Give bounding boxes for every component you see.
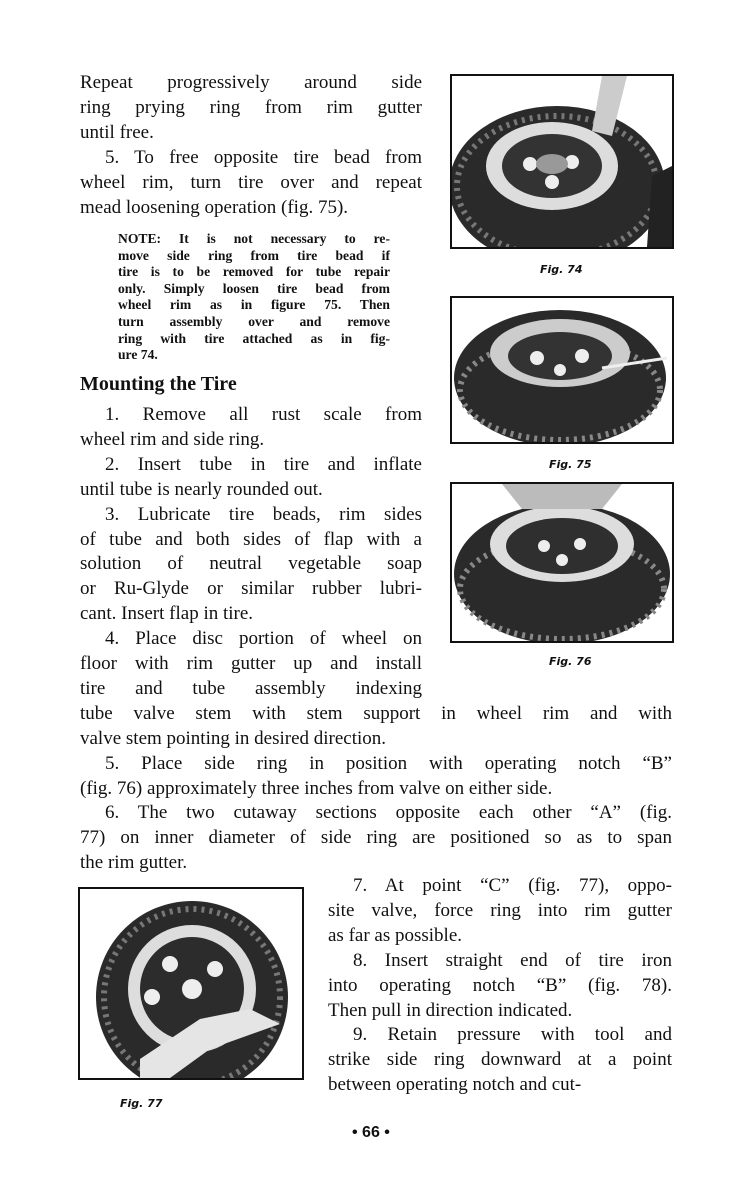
figure-76-photo xyxy=(450,482,674,643)
text-line: strike side ring downward at a point xyxy=(328,1049,672,1071)
figure-75-caption: Fig. 75 xyxy=(549,458,592,471)
text-line: solution of neutral vegetable soap xyxy=(80,553,422,575)
figure-74-caption: Fig. 74 xyxy=(540,263,583,276)
figure-77-photo xyxy=(78,887,304,1080)
text-line: of tube and both sides of flap with a xyxy=(80,528,422,550)
note-line: ure 74. xyxy=(118,347,158,363)
text-line: (fig. 76) approximately three inches from valve on either side. xyxy=(80,777,553,799)
note-line: ring with tire attached as in fig- xyxy=(118,330,390,346)
note-line: move side ring from tire bead if xyxy=(118,247,390,263)
text-line: until free. xyxy=(80,121,154,143)
note-line: wheel rim as in figure 75. Then xyxy=(118,297,390,313)
text-line: 77) on inner diameter of side ring are positioned so as to span xyxy=(80,827,672,849)
note-line: turn assembly over and remove xyxy=(118,314,390,329)
text-line: 6. The two cutaway sections opposite each other “A” (fig. xyxy=(105,802,672,824)
note-line: tire is to be removed for tube repair xyxy=(118,264,390,280)
text-line: into operating notch “B” (fig. 78). xyxy=(328,974,672,996)
figure-75-photo xyxy=(450,296,674,444)
text-line: 7. At point “C” (fig. 77), oppo- xyxy=(353,875,672,896)
text-line: tire and tube assembly indexing xyxy=(80,677,422,699)
text-line: cant. Insert flap in tire. xyxy=(80,603,254,625)
text-line: between operating notch and cut- xyxy=(328,1074,582,1096)
text-line: mead loosening operation (fig. 75). xyxy=(80,196,349,218)
tire-illustration xyxy=(452,76,672,247)
text-line: wheel rim and side ring. xyxy=(80,428,265,450)
text-line: Repeat progressively around side xyxy=(80,72,422,93)
note-line: only. Simply loosen tire bead from xyxy=(118,280,390,296)
tire-illustration xyxy=(452,484,672,641)
text-line: 8. Insert straight end of tire iron xyxy=(353,949,672,971)
figure-74-photo xyxy=(450,74,674,249)
page-number: • 66 • xyxy=(352,1124,390,1141)
figure-76-caption: Fig. 76 xyxy=(549,655,592,668)
text-line: as far as possible. xyxy=(328,924,463,946)
text-line: valve stem pointing in desired direction. xyxy=(80,727,387,749)
text-line: 9. Retain pressure with tool and xyxy=(353,1024,672,1046)
figure-77-caption: Fig. 77 xyxy=(120,1097,163,1110)
tire-illustration xyxy=(80,889,302,1078)
text-line: wheel rim, turn tire over and repeat xyxy=(80,171,422,193)
text-line: until tube is nearly rounded out. xyxy=(80,478,323,500)
text-line: 4. Place disc portion of wheel on xyxy=(105,628,422,650)
text-line: site valve, force ring into rim gutter xyxy=(328,899,672,921)
text-line: 5. Place side ring in position with operating notch “B” xyxy=(105,752,672,774)
text-line: tube valve stem with stem support in wheel rim and with xyxy=(80,702,672,724)
text-line: 2. Insert tube in tire and inflate xyxy=(105,453,422,475)
text-line: 1. Remove all rust scale from xyxy=(105,404,422,425)
text-line: the rim gutter. xyxy=(80,852,188,874)
text-line: or Ru-Glyde or similar rubber lubri- xyxy=(80,578,422,600)
text-line: Then pull in direction indicated. xyxy=(328,999,573,1021)
note-line: NOTE: It is not necessary to re- xyxy=(118,231,390,246)
text-line: ring prying ring from rim gutter xyxy=(80,96,422,118)
text-line: floor with rim gutter up and install xyxy=(80,653,422,674)
text-line: 3. Lubricate tire beads, rim sides xyxy=(105,503,422,525)
tire-illustration xyxy=(452,298,672,442)
section-heading: Mounting the Tire xyxy=(80,373,237,395)
text-line: 5. To free opposite tire bead from xyxy=(105,146,422,168)
